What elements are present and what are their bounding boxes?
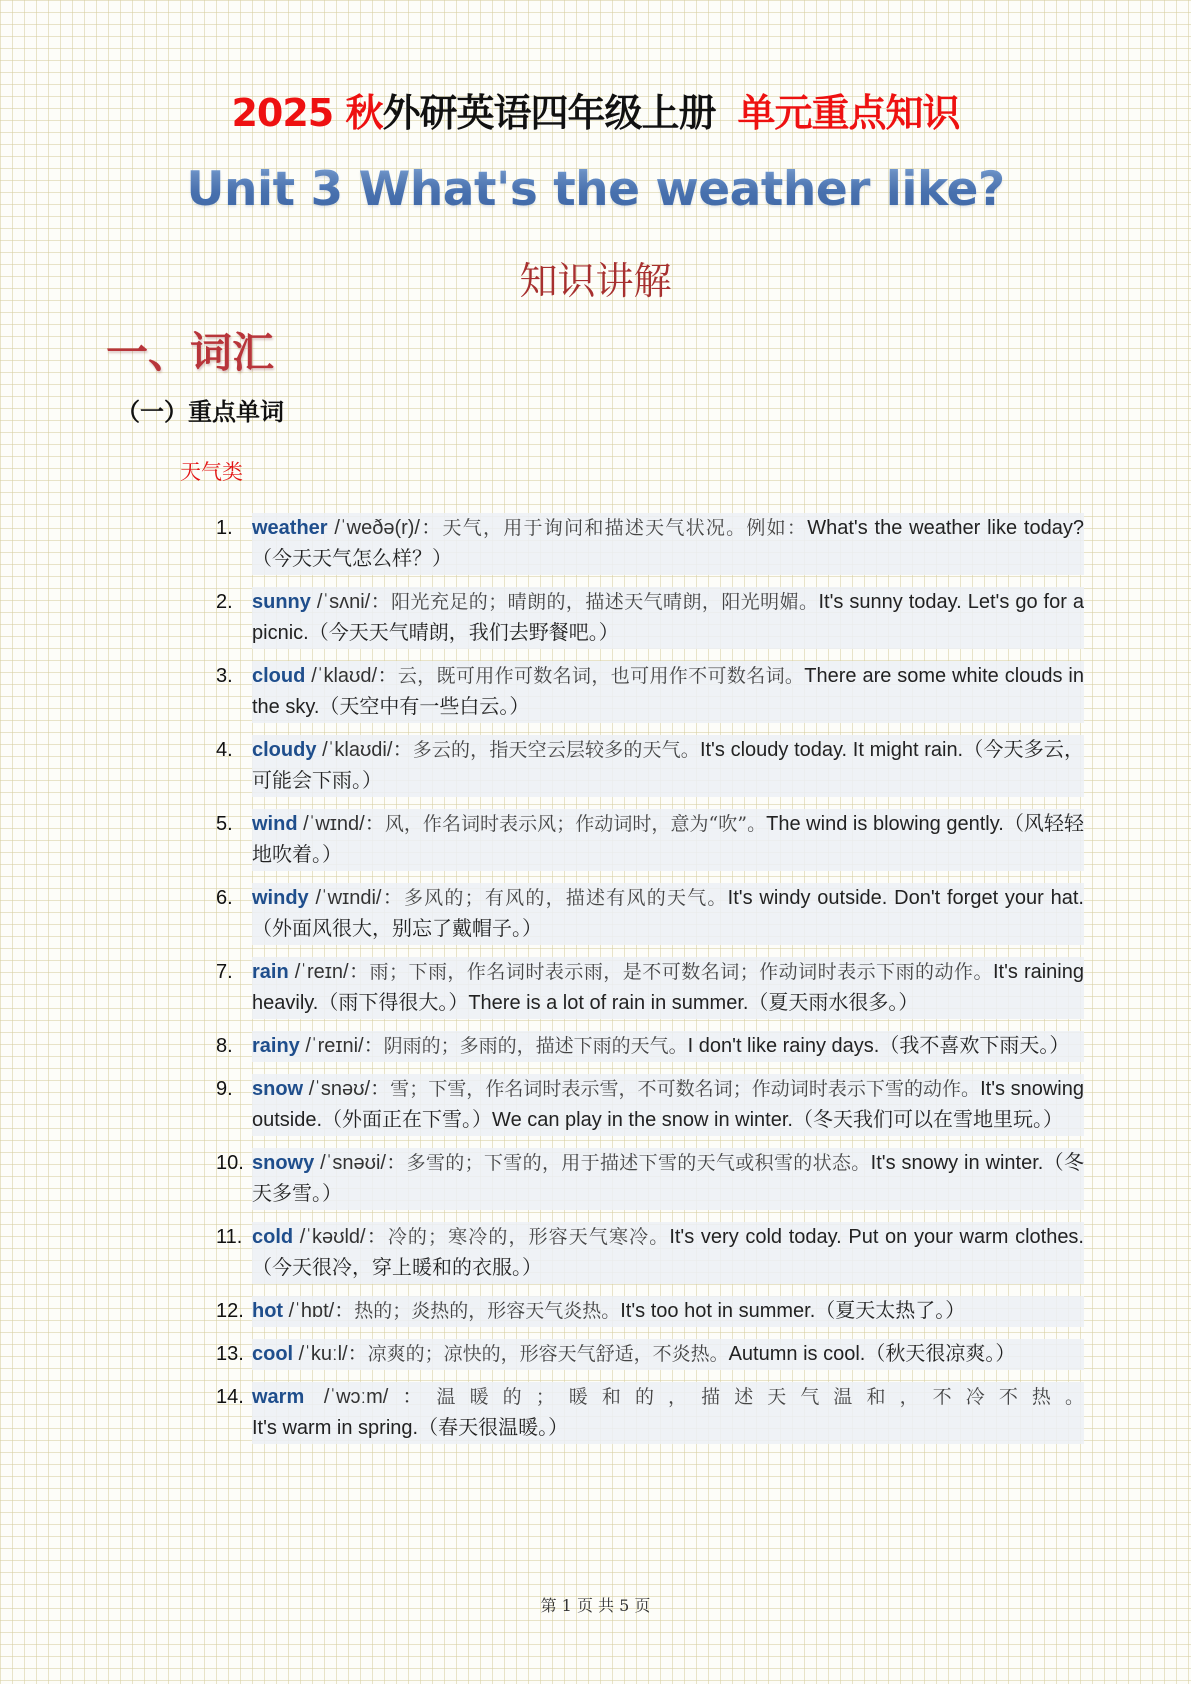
list-item — [214, 1339, 1084, 1370]
definition: 雪；下雪，作名词时表示雪，不可数名词；作动词时表示下雪的动作。 — [390, 1078, 981, 1100]
list-item — [214, 661, 1084, 723]
item-number: 3. — [216, 665, 233, 687]
vocab-word: rainy — [252, 1035, 300, 1057]
definition: 多云的，指天空云层较多的天气。 — [412, 739, 700, 761]
definition: 热的；炎热的，形容天气炎热。 — [354, 1300, 621, 1322]
item-number: 4. — [216, 739, 233, 761]
example: It's raining heavily.（雨下得很大。）There is a lot of rain in summer.（夏天雨水很多。） — [252, 961, 1084, 1014]
vocab-word: wind — [252, 813, 298, 835]
vocab-word: cold — [252, 1226, 294, 1248]
definition: 阴雨的；多雨的，描述下雨的天气。 — [383, 1035, 688, 1057]
section-title: 知识讲解 — [519, 259, 672, 303]
vocab-word: warm — [252, 1386, 305, 1408]
phonetic: /ˈklaʊd/： — [305, 665, 398, 687]
definition: 阳光充足的；晴朗的，描述天气晴朗，阳光明媚。 — [391, 591, 819, 613]
title-topic: 单元重点知识 — [737, 91, 960, 135]
vocab-list — [214, 513, 1084, 1456]
item-number: 9. — [216, 1078, 233, 1100]
phonetic: /ˈsnəʊi/： — [314, 1152, 407, 1174]
phonetic: /ˈkuːl/： — [293, 1343, 368, 1365]
list-item — [214, 1031, 1084, 1062]
example: What's the weather like today?（今天天气怎么样？） — [252, 517, 1084, 570]
item-number: 10. — [216, 1152, 244, 1174]
example: The wind is blowing gently.（风轻轻地吹着。） — [252, 813, 1084, 866]
definition: 冷的；寒冷的，形容天气寒冷。 — [387, 1226, 670, 1248]
definition: 雨；下雨，作名词时表示雨，是不可数名词；作动词时表示下雨的动作。 — [369, 961, 993, 983]
item-number: 2. — [216, 591, 233, 613]
vocab-word: cool — [252, 1343, 294, 1365]
example: I don't like rainy days.（我不喜欢下雨天。） — [687, 1035, 1070, 1057]
vocab-word: sunny — [252, 591, 311, 613]
vocab-word: hot — [252, 1300, 284, 1322]
item-number: 14. — [216, 1386, 244, 1408]
example: It's warm in spring.（春天很温暖。） — [252, 1417, 569, 1439]
vocab-word: cloudy — [252, 739, 317, 761]
definition: 云，既可用作可数名词，也可用作不可数名词。 — [397, 665, 805, 687]
example: There are some white clouds in the sky.（天空中有一些白云。） — [252, 665, 1084, 718]
definition: 风，作名词时表示风；作动词时，意为“吹”。 — [384, 813, 767, 835]
example: It's sunny today. Let's go for a picnic.（今天天气晴朗，我们去野餐吧。） — [252, 591, 1084, 644]
list-item — [214, 587, 1084, 649]
list-item — [214, 809, 1084, 871]
list-item — [214, 1296, 1084, 1327]
vocab-word: snow — [252, 1078, 304, 1100]
phonetic: /ˈweðə(r)/： — [327, 517, 443, 539]
definition: 多风的；有风的，描述有风的天气。 — [403, 887, 728, 909]
item-number: 8. — [216, 1035, 233, 1057]
example: It's too hot in summer.（夏天太热了。） — [620, 1300, 966, 1322]
list-item — [214, 1074, 1084, 1136]
phonetic: /ˈwɔːm/： — [304, 1386, 437, 1408]
item-number: 7. — [216, 961, 233, 983]
title-year-season: 2025 秋 — [231, 91, 383, 135]
list-item — [214, 883, 1084, 945]
page-indicator: 第 1 页 共 5 页 — [540, 1596, 651, 1615]
phonetic: /ˈklaʊdi/： — [316, 739, 413, 761]
phonetic: /ˈreɪn/： — [288, 961, 370, 983]
phonetic: /ˈsnəʊ/： — [303, 1078, 391, 1100]
phonetic: /ˈkəʊld/： — [293, 1226, 388, 1248]
phonetic: /ˈwɪndi/： — [308, 887, 404, 909]
item-number: 11. — [216, 1226, 243, 1248]
example: It's very cold today. Put on your warm clothes.（今天很冷，穿上暖和的衣服。） — [252, 1226, 1084, 1279]
example: It's windy outside. Don't forget your hat.（外面风很大，别忘了戴帽子。） — [252, 887, 1084, 940]
vocab-word: snowy — [252, 1152, 315, 1174]
list-item — [214, 513, 1084, 575]
list-item — [214, 957, 1084, 1019]
item-number: 1. — [216, 517, 233, 539]
document-title — [0, 82, 1191, 137]
example: It's cloudy today. It might rain.（今天多云，可能会下雨。） — [252, 739, 1084, 792]
definition: 凉爽的；凉快的，形容天气舒适，不炎热。 — [367, 1343, 729, 1365]
vocab-word: weather — [252, 517, 328, 539]
list-item — [214, 1148, 1084, 1210]
vocab-word: cloud — [252, 665, 306, 687]
definition: 多雪的；下雪的，用于描述下雪的天气或积雪的状态。 — [406, 1152, 871, 1174]
list-item — [214, 1382, 1084, 1444]
phonetic: /ˈhɒt/： — [283, 1300, 355, 1322]
item-number: 13. — [216, 1343, 244, 1365]
example: It's snowy in winter.（冬天多雪。） — [252, 1152, 1084, 1205]
vocab-word: windy — [252, 887, 309, 909]
phonetic: /ˈsʌni/： — [310, 591, 392, 613]
list-item — [214, 1222, 1084, 1284]
vocab-word: rain — [252, 961, 289, 983]
unit-title: Unit 3 What's the weather like? — [0, 162, 1191, 217]
item-number: 5. — [216, 813, 233, 835]
category-weather: 天气类 — [180, 460, 243, 484]
heading-key-words: （一）重点单词 — [116, 397, 284, 426]
example: Autumn is cool.（秋天很凉爽。） — [728, 1343, 1016, 1365]
example: It's snowing outside.（外面正在下雪。）We can play in the snow in winter.（冬天我们可以在雪地里玩。） — [252, 1078, 1084, 1131]
definition: 温暖的；暖和的，描述天气温和，不冷不热。 — [436, 1386, 1084, 1408]
list-item — [214, 735, 1084, 797]
item-number: 6. — [216, 887, 233, 909]
phonetic: /ˈwɪnd/： — [297, 813, 385, 835]
heading-vocabulary: 一、词汇 — [106, 328, 275, 377]
phonetic: /ˈreɪni/： — [299, 1035, 384, 1057]
definition: 天气，用于询问和描述天气状况。例如： — [442, 517, 808, 539]
item-number: 12. — [216, 1300, 244, 1322]
title-textbook: 外研英语四年级上册 — [382, 91, 716, 135]
